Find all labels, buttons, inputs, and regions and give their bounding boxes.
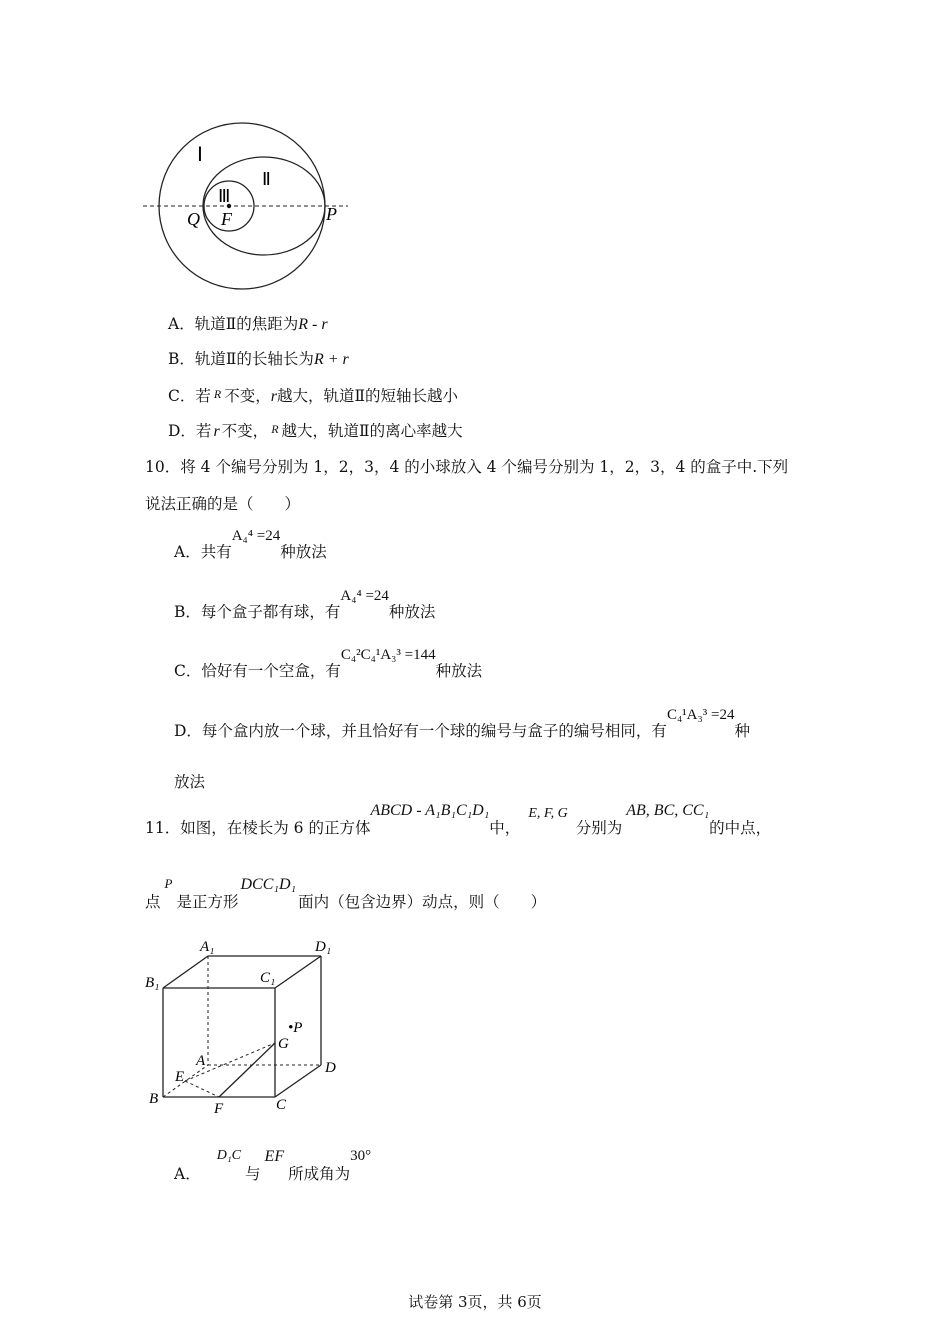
q10-option-a-prefix: A．共有 [174,543,232,561]
q9-option-c-text-1: C．若 [168,387,211,405]
cube-label-b: B [149,1091,159,1107]
cube-label-a1: A₁ [200,939,215,955]
q11-option-a-text-2: 所成角为 [288,1165,351,1183]
label-III: Ⅲ [218,186,231,206]
q10-option-d-prefix: D．每个盒内放一个球，并且恰好有一个球的编号与盒子的编号相同，有 [174,722,667,740]
q9-option-d-math-2: R [271,422,279,436]
q10-option-d-suffix: 种 [734,722,750,740]
q9-option-a-text: A．轨道Ⅱ的焦距为 [168,315,299,333]
q11-text-6: 是正方形 [176,893,239,911]
q10-option-b-prefix: B．每个盒子都有球，有 [174,603,341,621]
cube-label-b1: B₁ [145,975,160,991]
q9-option-d-text-1: D．若 [168,422,212,440]
q11-text-3: 分别为 [575,819,623,837]
q10-option-a-suffix: 种放法 [280,543,327,561]
q11-text-7: 面内（包含边界）动点，则（ ） [298,893,547,911]
q11-stem-line2 [145,876,546,912]
cube-label-c: C [276,1097,287,1113]
cube-label-f: F [214,1101,224,1117]
q10-option-b-formula: A₄⁴ =24 [340,588,389,604]
q11-option-a-math-3: 30° [350,1148,372,1164]
q11-stem-line1 [145,802,771,838]
q11-option-a-math-2: EF [264,1148,285,1165]
q11-text-5: 点 [145,893,161,911]
q10-option-b [174,588,435,622]
q11-math-edges: AB, BC, CC₁ [626,802,710,819]
label-II: Ⅱ [262,169,271,189]
cube-figure [140,935,350,1120]
cube-label-d: D [325,1060,336,1076]
q11-math-points: E, F, G [528,806,568,821]
q11-option-a [174,1148,371,1184]
q10-option-a-formula: A₄⁴ =24 [231,528,281,544]
label-F: F [221,209,232,229]
q11-math-face: DCC₁D₁ [240,876,297,893]
q10-stem-line2: 说法正确的是（ ） [145,495,301,513]
q9-option-c [168,384,458,406]
q11-option-a-text-1: 与 [245,1165,261,1183]
q9-option-a-math: R - r [298,316,328,333]
label-Q: Q [187,209,200,229]
cube-label-g: G [278,1036,289,1052]
q9-option-d-math-1: r [213,423,220,440]
q10-option-c-formula: C₄²C₄¹A₃³ =144 [340,647,436,663]
q9-option-a [168,312,328,334]
cube-label-p: •P [288,1020,303,1036]
q9-option-c-text-2: 不变， [224,387,271,405]
q10-stem-line1: 10．将 4 个编号分别为 1，2，3，4 的小球放入 4 个编号分别为 1，2，3，4 的盒子中.下列 [145,458,789,476]
label-P: P [326,204,337,224]
q9-option-b [168,347,349,369]
cube-label-e: E [175,1069,185,1085]
page-footer: 试卷第 3页，共 6页 [408,1293,542,1311]
q9-option-d-text-3: 越大，轨道Ⅱ的离心率越大 [281,422,463,440]
q10-option-b-suffix: 种放法 [388,603,436,621]
q9-option-d-text-2: 不变， [221,422,269,440]
cube-label-d1: D₁ [315,939,332,955]
q9-option-c-text-3: 越大，轨道Ⅱ的短轴长越小 [276,387,459,405]
q10-option-c-suffix: 种放法 [435,662,483,680]
q9-option-c-math-1: R [213,387,222,401]
q11-option-a-math-1: D₁C [216,1148,242,1163]
orbit-figure [140,118,360,298]
label-I: Ⅰ [197,144,203,166]
q9-option-c-math-2: r [270,388,277,405]
q9-option-d [168,419,463,441]
q11-text-2: 中， [489,819,521,837]
q9-option-b-math: R + r [313,351,349,368]
q11-text-4: 的中点， [709,819,772,837]
q10-option-d-line2: 放法 [174,773,206,791]
q10-option-c-prefix: C．恰好有一个空盒，有 [174,662,341,680]
q11-option-a-label: A． [174,1165,201,1183]
cube-label-c1: C₁ [260,970,276,986]
q11-math-cube: ABCD - A₁B₁C₁D₁ [370,802,490,819]
q9-option-b-text: B．轨道Ⅱ的长轴长为 [168,350,314,368]
cube-label-a: A [196,1053,206,1069]
q10-option-d-formula: C₄¹A₃³ =24 [666,707,735,723]
q11-text-1: 11．如图，在棱长为 6 的正方体 [145,819,371,837]
q10-option-c [174,647,482,681]
q11-math-p: P [164,876,173,891]
q10-option-d [174,707,750,741]
q10-option-a [174,528,327,562]
